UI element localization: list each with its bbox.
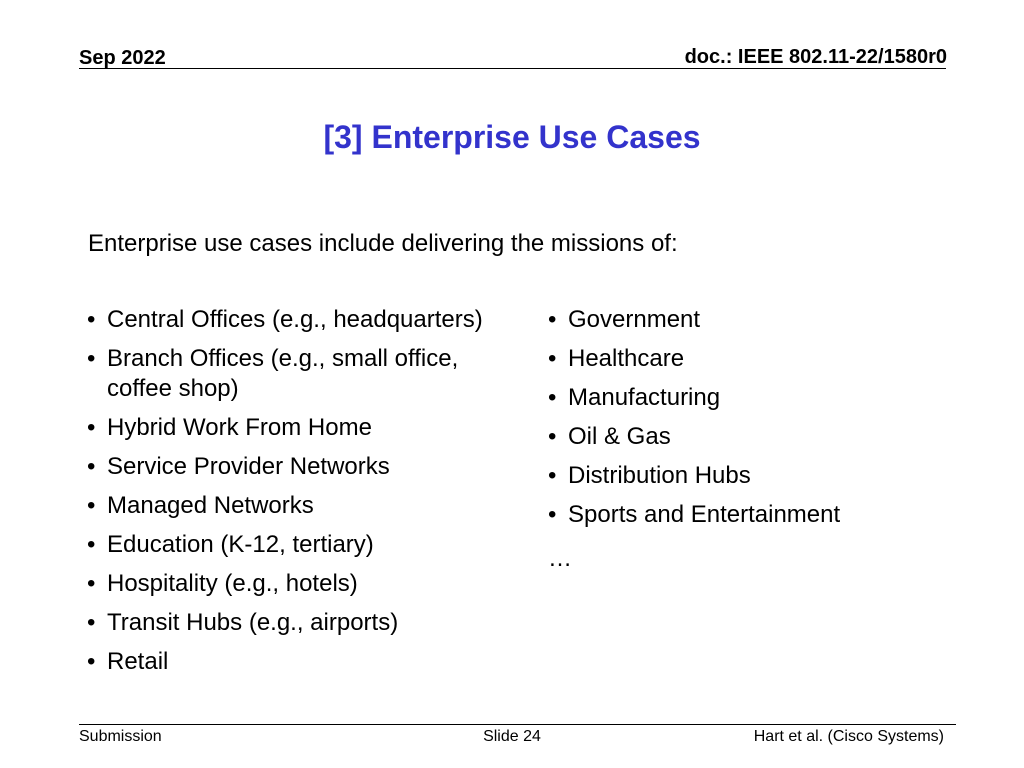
left-bullet-list <box>87 305 527 686</box>
footer-submission: Submission <box>79 728 162 745</box>
list-item: • Oil & Gas <box>548 422 968 452</box>
footer-divider <box>79 724 956 725</box>
list-item: • Hospitality (e.g., hotels) <box>87 569 527 599</box>
header-date: Sep 2022 <box>79 47 166 69</box>
list-item: • Manufacturing <box>548 383 968 413</box>
list-item: • Education (K-12, tertiary) <box>87 530 527 560</box>
right-bullet-list <box>548 305 968 539</box>
list-item: • Central Offices (e.g., headquarters) <box>87 305 527 335</box>
slide-title: [3] Enterprise Use Cases <box>323 119 701 155</box>
list-item: • Transit Hubs (e.g., airports) <box>87 608 527 638</box>
list-item: • Sports and Entertainment <box>548 500 968 530</box>
list-item: • Branch Offices (e.g., small office, coffee shop) <box>87 344 527 404</box>
list-item: • Healthcare <box>548 344 968 374</box>
list-item: • Distribution Hubs <box>548 461 968 491</box>
list-item: • Hybrid Work From Home <box>87 413 527 443</box>
header-doc-id: doc.: IEEE 802.11-22/1580r0 <box>684 46 947 68</box>
list-item: • Managed Networks <box>87 491 527 521</box>
intro-text: Enterprise use cases include delivering the missions of: <box>88 230 678 257</box>
list-continuation-ellipsis: … <box>548 545 572 572</box>
footer-authors: Hart et al. (Cisco Systems) <box>753 728 944 745</box>
footer-slide-number: Slide 24 <box>483 728 541 745</box>
list-item: • Retail <box>87 647 527 677</box>
list-item: • Service Provider Networks <box>87 452 527 482</box>
list-item: • Government <box>548 305 968 335</box>
header-divider <box>79 68 946 69</box>
